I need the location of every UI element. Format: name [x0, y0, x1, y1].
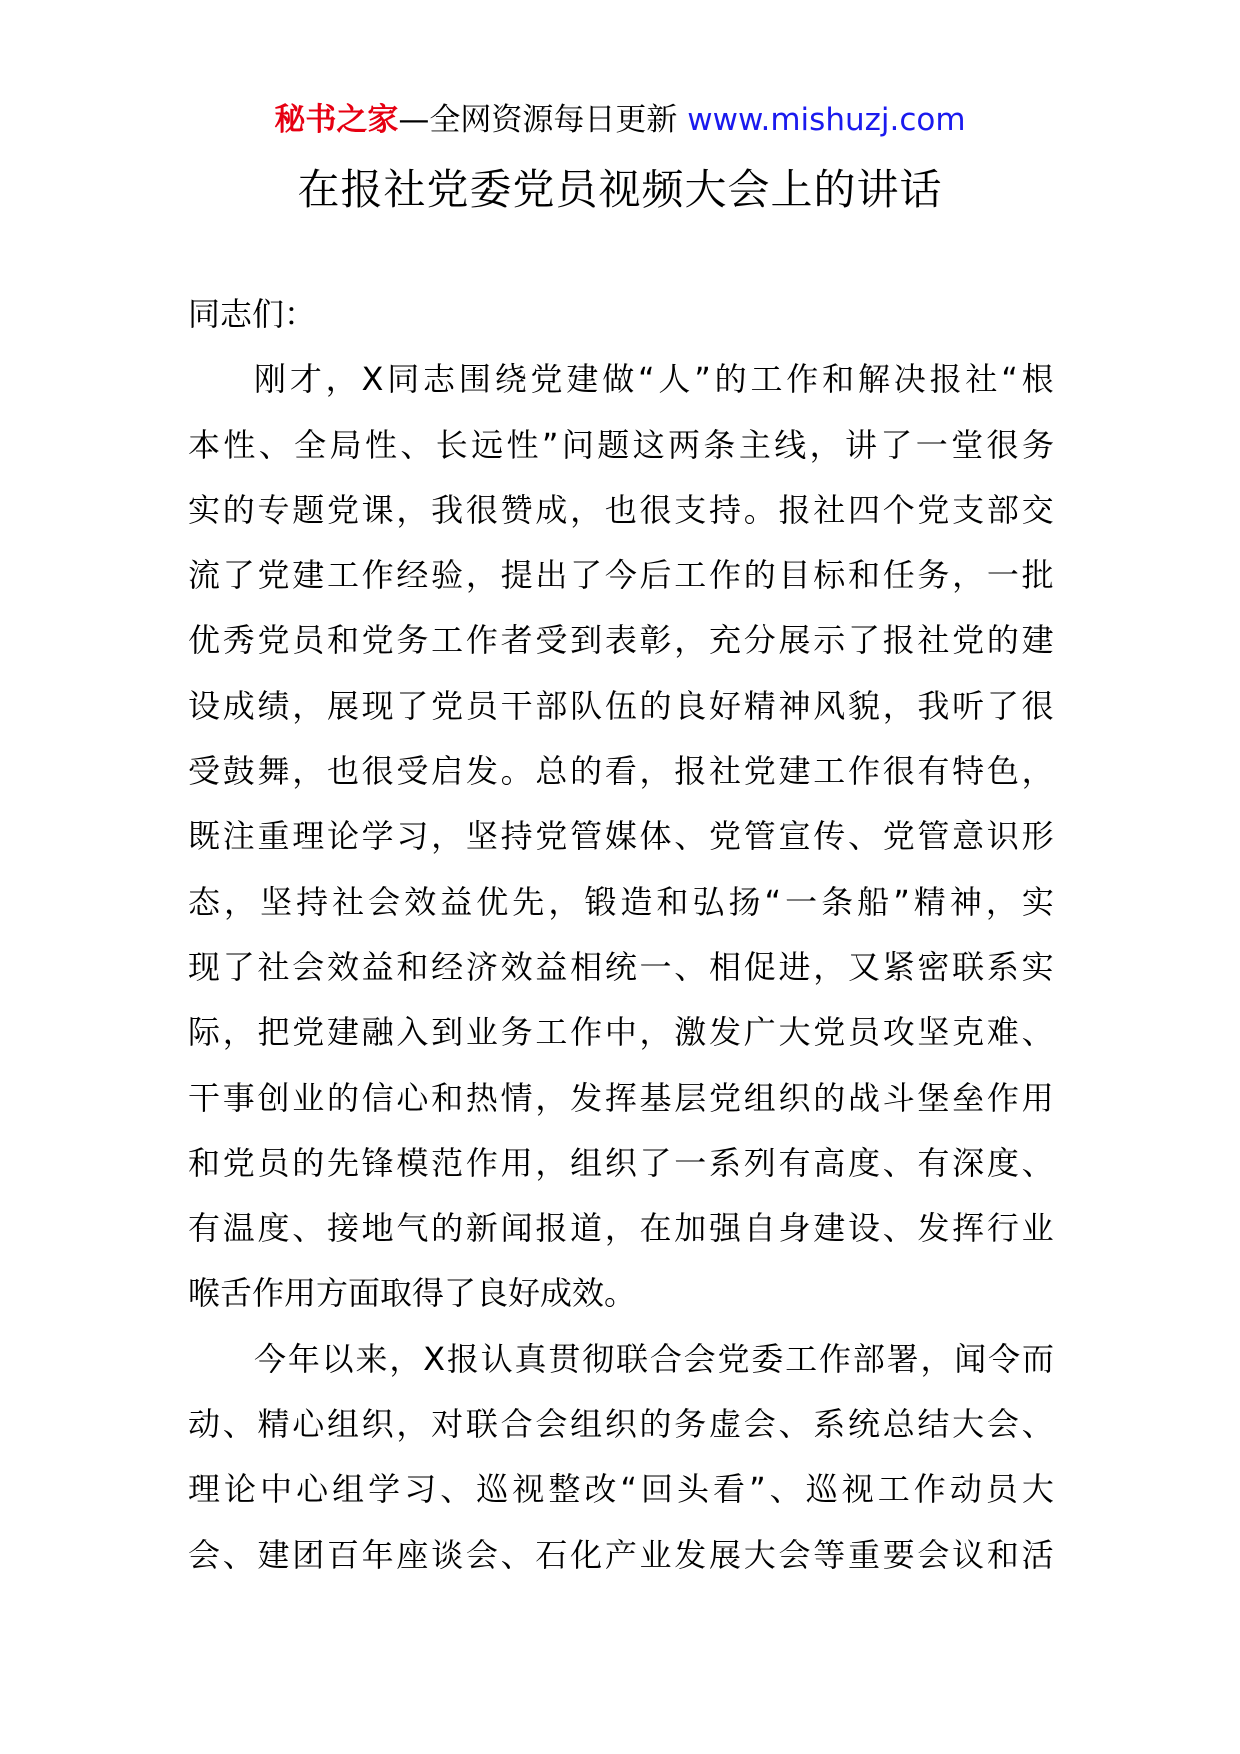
text-line: 同志们：	[188, 295, 317, 333]
text-line: 理 论 中 心 组 学 习 、 巡 视 整 改 “ 回 头 看 ” 、 巡 视 工 作 动 员 大	[188, 1470, 1054, 1509]
text-line: 本 性 、 全 局 性 、 长 远 性 ” 问 题 这 两 条 主 线 ， 讲 了 一 堂 很 务	[188, 425, 1054, 464]
text-line: 干 事 创 业 的 信 心 和 热 情 ， 发 挥 基 层 党 组 织 的 战 斗 堡 垒 作 用	[188, 1078, 1054, 1117]
text-line: 有 温 度 、 接 地 气 的 新 闻 报 道 ， 在 加 强 自 身 建 设 、 发 挥 行 业	[188, 1209, 1054, 1248]
text-line: 实 的 专 题 党 课 ， 我 很 赞 成 ， 也 很 支 持 。 报 社 四 个 党 支 部 交	[188, 490, 1054, 529]
text-line: 喉舌作用方面取得了良好成效。	[188, 1274, 637, 1313]
brand-name: 秘书之家	[274, 102, 399, 138]
text-line: 优 秀 党 员 和 党 务 工 作 者 受 到 表 彰 ， 充 分 展 示 了 报 社 党 的 建	[188, 621, 1054, 660]
text-line: 会 、 建 团 百 年 座 谈 会 、 石 化 产 业 发 展 大 会 等 重 要 会 议 和 活	[188, 1535, 1054, 1574]
text-line: 态 ， 坚 持 社 会 效 益 优 先 ， 锻 造 和 弘 扬 “ 一 条 船 ” 精 神 ， 实	[188, 882, 1054, 921]
text-line: 动 、 精 心 组 织 ， 对 联 合 会 组 织 的 务 虚 会 、 系 统 总 结 大 会 、	[188, 1405, 1054, 1444]
text-line: 设 成 绩 ， 展 现 了 党 员 干 部 队 伍 的 良 好 精 神 风 貌 ， 我 听 了 很	[188, 686, 1054, 725]
text-line: 和 党 员 的 先 锋 模 范 作 用 ， 组 织 了 一 系 列 有 高 度 、 有 深 度 、	[188, 1143, 1054, 1182]
speech-body	[188, 292, 1054, 1598]
site-header	[0, 98, 1240, 142]
text-line: 刚 才 ， X 同 志 围 绕 党 建 做 “ 人 ” 的 工 作 和 解 决 报 社 “ 根	[254, 360, 1054, 399]
document-title: 在报社党委党员视频大会上的讲话	[297, 165, 943, 214]
text-line: 流 了 党 建 工 作 经 验 ， 提 出 了 今 后 工 作 的 目 标 和 任 务 ， 一 批	[188, 556, 1054, 595]
text-line: 既 注 重 理 论 学 习 ， 坚 持 党 管 媒 体 、 党 管 宣 传 、 党 管 意 识 形	[188, 817, 1054, 856]
text-line: 现 了 社 会 效 益 和 经 济 效 益 相 统 一 、 相 促 进 ， 又 紧 密 联 系 实	[188, 947, 1054, 986]
header-slogan: —全网资源每日更新	[398, 102, 688, 138]
site-url[interactable]: www.mishuzj.com	[687, 102, 966, 138]
text-line: 际 ， 把 党 建 融 入 到 业 务 工 作 中 ， 激 发 广 大 党 员 攻 坚 克 难 、	[188, 1013, 1054, 1052]
text-line: 今 年 以 来 ， X 报 认 真 贯 彻 联 合 会 党 委 工 作 部 署 ， 闻 令 而	[254, 1339, 1054, 1378]
text-line: 受 鼓 舞 ， 也 很 受 启 发 。 总 的 看 ， 报 社 党 建 工 作 很 有 特 色 ，	[188, 752, 1054, 791]
